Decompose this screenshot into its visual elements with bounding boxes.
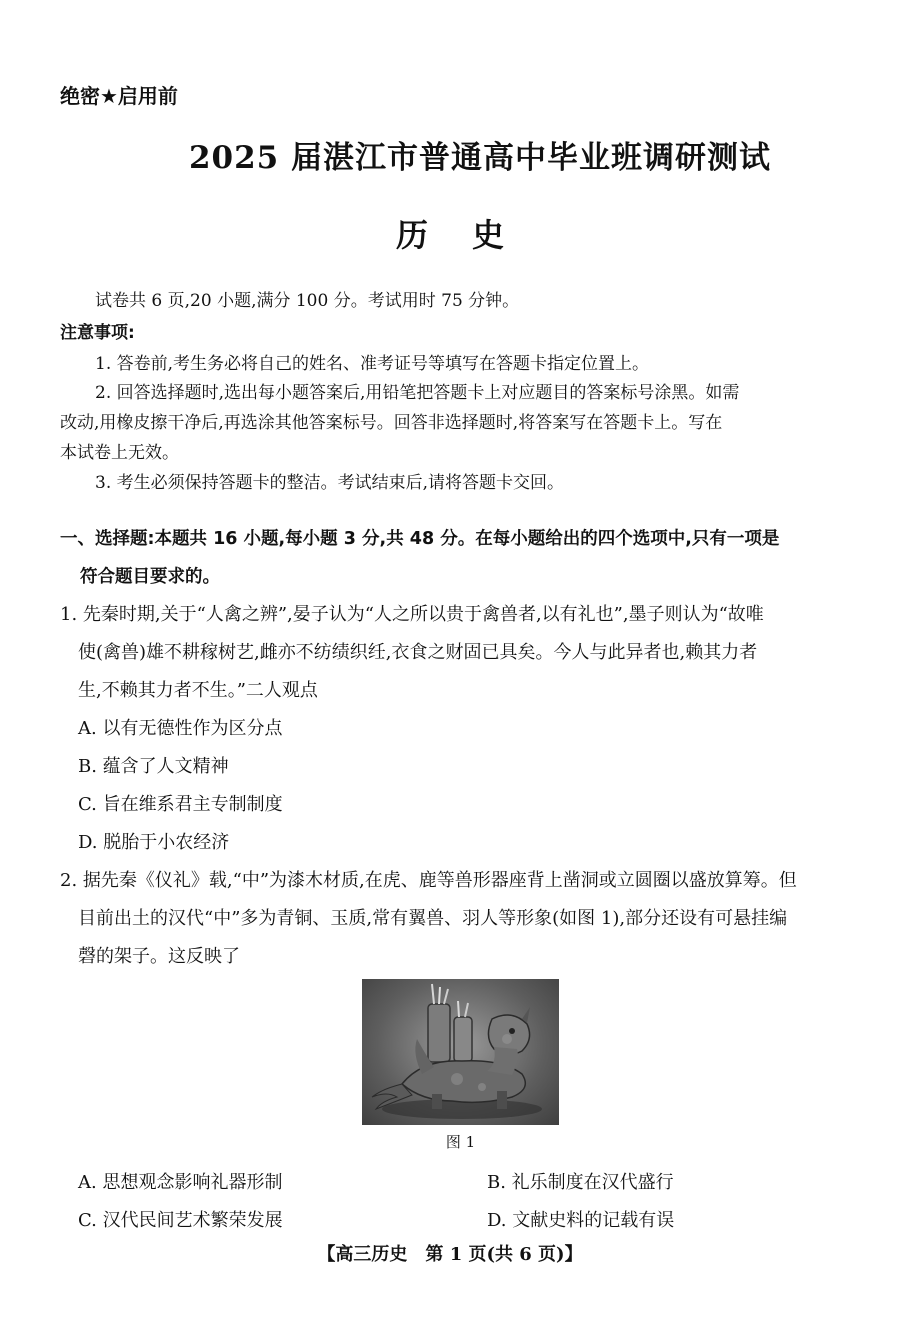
page-footer: 【高三历史 第 1 页(共 6 页)】 — [317, 1244, 583, 1265]
note-item: 1. 答卷前,考生务必将自己的姓名、准考证号等填写在答题卡指定位置上。 — [95, 354, 650, 374]
note-item-continued: 改动,用橡皮擦干净后,再选涂其他答案标号。回答非选择题时,将答案写在答题卡上。写在 — [60, 413, 723, 433]
question-1-stem: 1. 先秦时期,关于“人禽之辨”,晏子认为“人之所以贵于禽兽者,以有礼也”,墨子则认为“故唯 — [60, 604, 764, 625]
question-2-option-c: C. 汉代民间艺术繁荣发展 — [78, 1210, 283, 1231]
question-2-option-d: D. 文献史料的记载有误 — [487, 1210, 675, 1231]
section-heading-continued: 符合题目要求的。 — [80, 567, 220, 587]
question-2-stem: 磬的架子。这反映了 — [78, 946, 240, 967]
note-item: 3. 考生必须保持答题卡的整洁。考试结束后,请将答题卡交回。 — [95, 473, 565, 493]
question-2-option-a: A. 思想观念影响礼器形制 — [78, 1172, 283, 1193]
bronze-beast-illustration — [362, 979, 559, 1125]
section-heading: 一、选择题:本题共 16 小题,每小题 3 分,共 48 分。在每小题给出的四个选项中,只有一项是 — [60, 529, 780, 549]
question-1-option-d: D. 脱胎于小农经济 — [78, 832, 230, 853]
question-1-stem: 使(禽兽)雄不耕稼树艺,雌亦不纺绩织纴,衣食之财固已具矣。今人与此异者也,赖其力者 — [78, 642, 758, 663]
bronze-beast-figure — [362, 979, 559, 1125]
figure-caption: 图 1 — [445, 1133, 476, 1151]
note-item-continued: 本试卷上无效。 — [60, 443, 179, 463]
question-1-option-a: A. 以有无德性作为区分点 — [78, 718, 283, 739]
question-1-stem: 生,不赖其力者不生。”二人观点 — [78, 680, 318, 701]
question-2-stem: 目前出土的汉代“中”多为青铜、玉质,常有翼兽、羽人等形象(如图 1),部分还设有可悬挂编 — [78, 908, 788, 929]
note-item: 2. 回答选择题时,选出每小题答案后,用铅笔把答题卡上对应题目的答案标号涂黑。如需 — [95, 383, 740, 403]
question-1-option-c: C. 旨在维系君主专制制度 — [78, 794, 283, 815]
question-2-stem: 2. 据先秦《仪礼》载,“中”为漆木材质,在虎、鹿等兽形器座背上凿洞或立圆圈以盛放算筹。但 — [60, 870, 797, 891]
exam-title: 2025 届湛江市普通高中毕业班调研测试 — [188, 140, 772, 176]
exam-intro: 试卷共 6 页,20 小题,满分 100 分。考试用时 75 分钟。 — [95, 291, 520, 311]
question-2-option-b: B. 礼乐制度在汉代盛行 — [487, 1172, 674, 1193]
subject-title: 历史 — [395, 216, 548, 254]
question-1-option-b: B. 蕴含了人文精神 — [78, 756, 229, 777]
confidential-label: 绝密★启用前 — [60, 84, 178, 108]
notes-heading: 注意事项: — [60, 323, 135, 343]
